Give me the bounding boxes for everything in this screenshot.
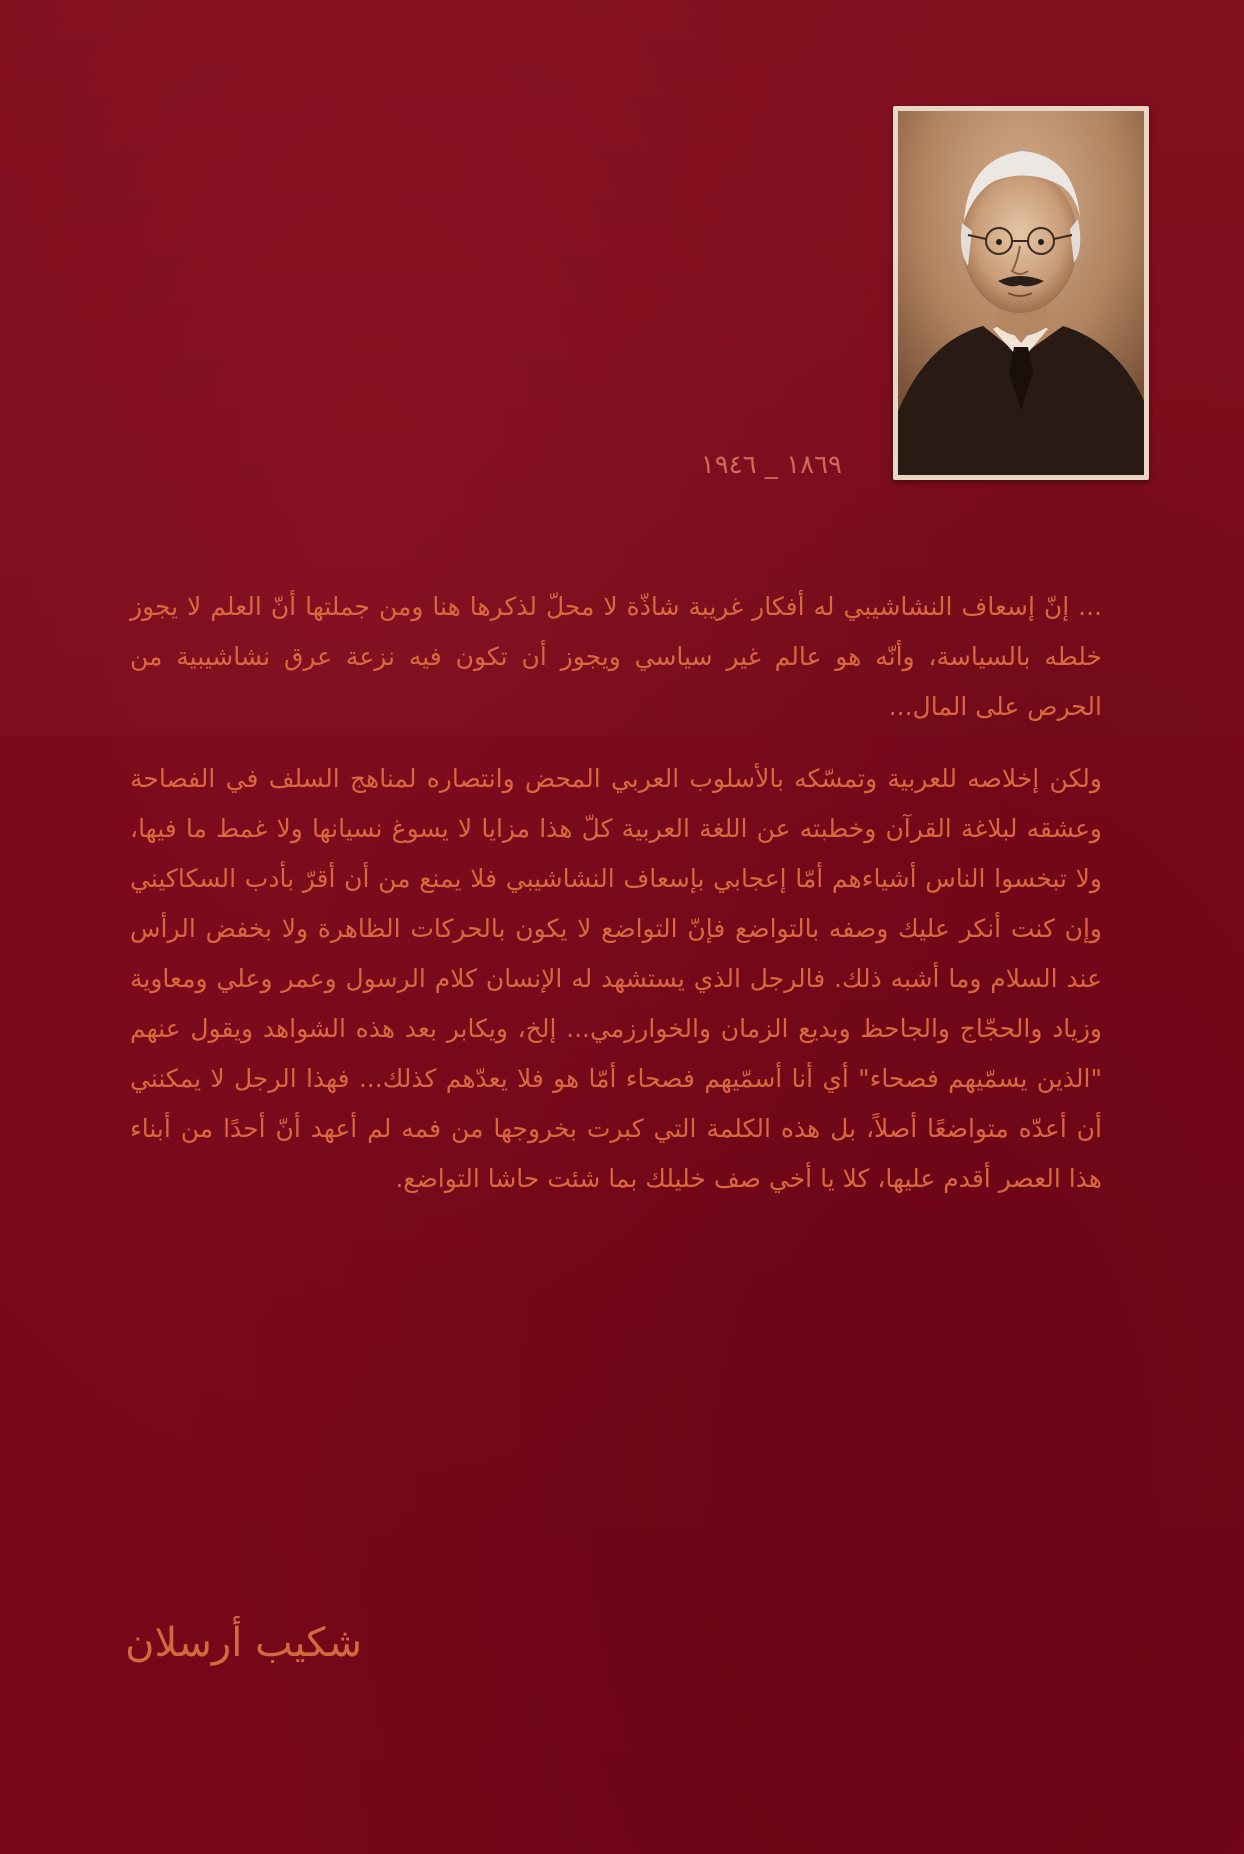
quote-text bbox=[130, 582, 1102, 1204]
quote-paragraph-2: ولكن إخلاصه للعربية وتمسّكه بالأسلوب العربي المحض وانتصاره لمناهج السلف في الفصاحة وعشقه لبلاغة القرآن وخطبته عن اللغة العربية كلّ هذا مزايا لا يسوغ نسيانها ولا غمط ما فيها، ولا تبخسوا الناس أشياءهم أمّا إعجابي بإسعاف النشاشيبي فلا يمنع من أن أقرّ بأدب السكاكيني وإن كنت أنكر عليك وصفه بالتواضع فإنّ التواضع لا يكون بالحركات الظاهرة ولا بخفض الرأس عند السلام وما أشبه ذلك. فالرجل الذي يستشهد له الإنسان كلام الرسول وعمر وعلي ومعاوية وزياد والحجّاج والجاحظ وبديع الزمان والخوارزمي... إلخ، ويكابر بعد هذه الشواهد ويقول عنهم "الذين يسمّيهم فصحاء" أي أنا أسمّيهم فصحاء أمّا هو فلا يعدّهم كذلك... فهذا الرجل لا يمكنني أن أعدّه متواضعًا أصلاً، بل هذه الكلمة التي كبرت بخروجها من فمه لم أعهد أنّ أحدًا من أبناء هذا العصر أقدم عليها، كلا يا أخي صف خليلك بما شئت حاشا التواضع. bbox=[130, 764, 1102, 1193]
life-years: ١٨٦٩ _ ١٩٤٦ bbox=[700, 450, 842, 480]
portrait-image bbox=[898, 111, 1144, 475]
author-portrait bbox=[898, 111, 1144, 475]
author-signature: شكيب أرسلان bbox=[125, 1620, 362, 1666]
portrait-frame bbox=[893, 106, 1149, 480]
quote-paragraph-1: ... إنّ إسعاف النشاشيبي له أفكار غريبة شاذّة لا محلّ لذكرها هنا ومن جملتها أنّ العلم لا يجوز خلطه بالسياسة، وأنّه هو عالم غير سياسي ويجوز أن تكون فيه نزعة عرق نشاشيبية من الحرص على المال... bbox=[130, 592, 1102, 721]
